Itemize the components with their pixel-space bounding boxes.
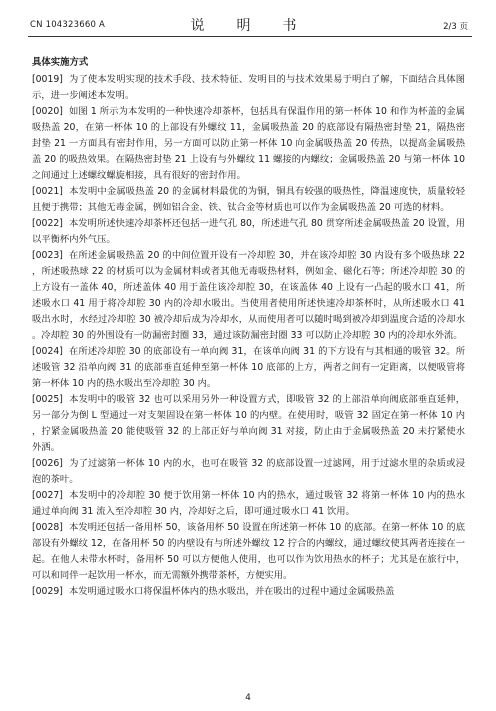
paragraph-text: 为了过滤第一杯体 10 内的水，也可在吸管 32 的底部设置一过滤网，用于过滤水里的杂质或浸泡的茶叶。 bbox=[32, 458, 465, 485]
paragraph-text: 如图 1 所示为本发明的一种快速冷却茶杯，包括具有保温作用的第一杯体 10 和作为杯盖的金属吸热盖 20，在第一杯体 10 的上部设有外螺纹 11，金属吸热盖 20 的底部设有隔热密封垫 21，隔热密封垫 21 一方面具有密封作用，另一方面可以防止第一杯体 10 向金属吸热盖 20 传热，以提高金属吸热盖 20 的吸热效果。在隔热密封垫 21 上设有与外螺纹 11 螺接的内螺纹；金属吸热盖 20 与第一杯体 10 之间通过上述螺纹螺旋相接，具有很好的密封作用。 bbox=[32, 106, 465, 181]
paragraph-text: 本发明中的吸管 32 也可以采用另外一种设置方式，即吸管 32 的上部沿单向阀底部垂直延伸，另一部分为倒 L 型通过一对支架固设在第一杯体 10 的内壁。在使用时，吸管 32 固定在第一杯体 10 内，拧紧金属吸热盖 20 能使吸管 32 的上部正好与单向阀 31 对接，防止由于金属吸热盖 20 未拧紧使水外洒。 bbox=[32, 394, 465, 453]
page-header bbox=[22, 14, 474, 34]
paragraph-number: [0020] bbox=[32, 106, 63, 117]
paragraph-0024 bbox=[32, 344, 465, 392]
paragraph-0023 bbox=[32, 248, 465, 344]
document-title: 说 明 书 bbox=[190, 18, 306, 34]
paragraph-number: [0022] bbox=[32, 218, 63, 229]
page-number: 4 bbox=[245, 693, 251, 703]
section-heading: 具体实施方式 bbox=[32, 57, 89, 68]
paragraph-0029 bbox=[32, 584, 465, 600]
paragraph-0025 bbox=[32, 392, 465, 456]
paragraph-0021 bbox=[32, 184, 465, 216]
page-indicator: 2/3 页 bbox=[443, 22, 468, 32]
header-divider bbox=[28, 36, 472, 37]
patent-number: CN 104323660 A bbox=[30, 20, 105, 30]
paragraph-number: [0024] bbox=[32, 346, 63, 357]
paragraph-text: 本发明还包括一备用杯 50，该备用杯 50 设置在所述第一杯体 10 的底部。在第一杯体 10 的底部设有外螺纹 12，在备用杯 50 的内壁设有与所述外螺纹 12 拧合的内螺纹，通过螺纹使其两者连接在一起。在他人未带水杯时，备用杯 50 可以方便他人使用，也可以作为饮用热水的杯子；尤其是在旅行中，可以和同伴一起饮用一杯水，而无需额外携带茶杯，方便实用。 bbox=[32, 522, 465, 581]
paragraph-number: [0029] bbox=[32, 586, 63, 597]
paragraph-number: [0019] bbox=[32, 74, 63, 85]
paragraph-0028 bbox=[32, 520, 465, 584]
paragraph-number: [0021] bbox=[32, 186, 63, 197]
paragraph-number: [0026] bbox=[32, 458, 63, 469]
paragraph-text: 本发明中金属吸热盖 20 的金属材料最优的为铜，铜具有较强的吸热性，降温速度快，质量较轻且便于携带；其他无毒金属，例如铝合金、铁、钛合金等材质也可以作为金属吸热盖 20 可选的材料。 bbox=[32, 186, 465, 213]
paragraph-number: [0025] bbox=[32, 394, 63, 405]
paragraph-text: 为了使本发明实现的技术手段、技术特征、发明目的与技术效果易于明白了解，下面结合具体图示，进一步阐述本发明。 bbox=[32, 74, 465, 101]
paragraph-text: 在所述金属吸热盖 20 的中间位置开设有一冷却腔 30，并在该冷却腔 30 内设有多个吸热球 22，所述吸热球 22 的材质可以为金属材料或者其他无毒吸热材料，例如金、磁化石等；所述冷却腔 30 的上方设有一盖体 40，所述盖体 40 用于盖住该冷却腔 30，在该盖体 40 上设有一凸起的吸水口 41，所述吸水口 41 用于将冷却腔 30 内的冷却水吸出。当使用者使用所述快速冷却茶杯时，从所述吸水口 41 吸出水时，水经过冷却腔 30 被冷却后成为冷却水，从而使用者可以随时喝到被冷却到温度合适的冷却水。冷却腔 30 的外围设有一防漏密封圈 33，通过该防漏密封圈 33 可以防止冷却腔 30 内的冷却水外流。 bbox=[32, 250, 465, 341]
paragraph-number: [0023] bbox=[32, 250, 63, 261]
paragraph-0020 bbox=[32, 104, 465, 184]
paragraph-0027 bbox=[32, 488, 465, 520]
paragraph-text: 本发明所述快速冷却茶杯还包括一进气孔 80，所述进气孔 80 贯穿所述金属吸热盖 20 设置，用以平衡杯内外气压。 bbox=[32, 218, 465, 245]
paragraph-0022 bbox=[32, 216, 465, 248]
paragraph-text: 本发明中的冷却腔 30 便于饮用第一杯体 10 内的热水，通过吸管 32 将第一杯体 10 内的热水通过单向阀 31 流入至冷却腔 30 内，冷却好之后，即可通过吸水口 41 饮用。 bbox=[32, 490, 465, 517]
paragraph-0019 bbox=[32, 72, 465, 104]
document-body bbox=[32, 55, 465, 600]
paragraph-number: [0027] bbox=[32, 490, 63, 501]
paragraph-text: 在所述冷却腔 30 的底部设有一单向阀 31，在该单向阀 31 的下方设有与其相通的吸管 32。所述吸管 32 沿单向阀 31 的底部垂直延伸至第一杯体 10 底部的上方，两者之间有一定距离，以便吸管将第一杯体 10 内的热水吸出至冷却腔 30 内。 bbox=[32, 346, 465, 389]
paragraph-0026 bbox=[32, 456, 465, 488]
paragraph-number: [0028] bbox=[32, 522, 63, 533]
paragraph-text: 本发明通过吸水口将保温杯体内的热水吸出，并在吸出的过程中通过金属吸热盖 bbox=[68, 586, 395, 597]
